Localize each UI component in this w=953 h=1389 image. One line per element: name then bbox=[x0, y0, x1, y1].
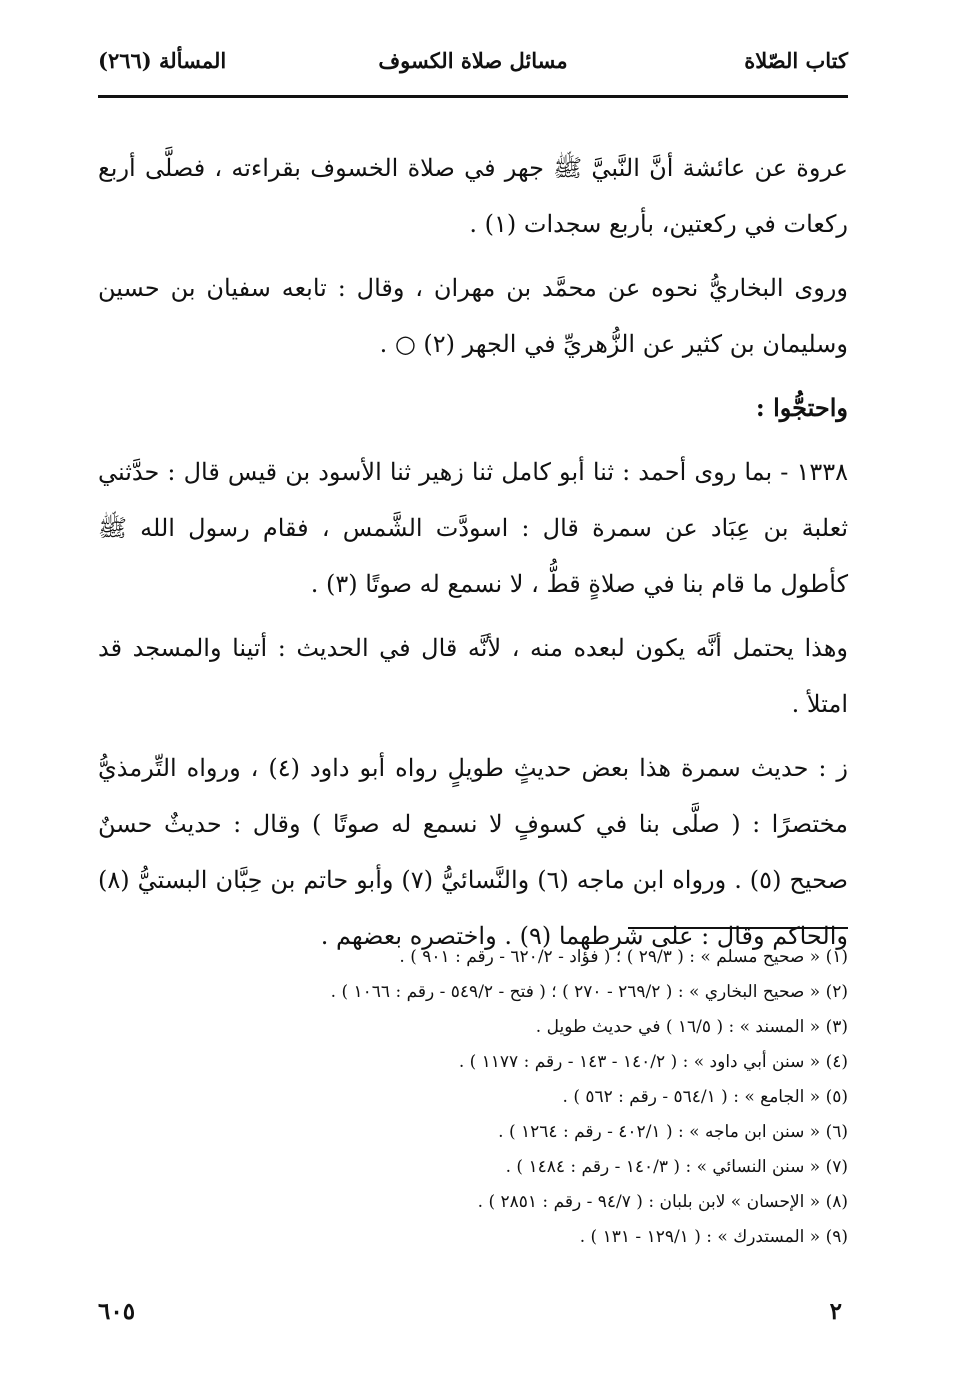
footnote: (٧) « سنن النسائي » : ( ١٤٠/٣ - رقم : ١٤٨٤ ) . bbox=[505, 1157, 848, 1177]
footnote: (٤) « سنن أبي داود » : ( ١٤٠/٢ - ١٤٣ - رقم : ١١٧٧ ) . bbox=[458, 1052, 848, 1072]
header-rule bbox=[98, 95, 848, 98]
paragraph-ihtajju: واحتجُّوا : bbox=[755, 393, 848, 422]
footnote-rule bbox=[628, 927, 848, 929]
paragraph-aisha-narration: عروة عن عائشة أنَّ النَّبيَّ ﷺ جهر في صلاة الخسوف بقراءته ، فصلَّى أربع ركعات في ركعتين، بأربع سجدات (١) . bbox=[98, 154, 848, 238]
footnote: (٥) « الجامع » : ( ٥٦٤/١ - رقم : ٥٦٢ ) . bbox=[562, 1087, 848, 1107]
volume-number: ٢ bbox=[829, 1298, 842, 1325]
footnote: (٦) « سنن ابن ماجه » : ( ٤٠٢/١ - رقم : ١٢٦٤ ) . bbox=[498, 1122, 848, 1142]
footnote: (٩) « المستدرك » : ( ١٢٩/١ - ١٣١ ) . bbox=[579, 1227, 848, 1247]
chapter-title: مسائل صلاة الكسوف bbox=[378, 48, 568, 73]
issue-number: المسألة (٢٦٦) bbox=[98, 48, 227, 73]
page-footer bbox=[98, 1298, 848, 1332]
paragraph-hadith-1338: ١٣٣٨ - بما روى أحمد : ثنا أبو كامل ثنا زهير ثنا الأسود بن قيس قال : حدَّثني ثعلبة بن عِبَاد عن سمرة قال : اسودَّت الشَّمس ، فقام رسول الله ﷺ كأطول ما قام بنا في صلاةٍ قطُّ ، لا نسمع له صوتًا (٣) . bbox=[98, 458, 848, 598]
running-header bbox=[98, 48, 848, 88]
paragraph-zay-note: ز : حديث سمرة هذا بعض حديثٍ طويلٍ رواه أبو داود (٤) ، ورواه التِّرمذيُّ مختصرًا : ( صلَّى بنا في كسوفٍ لا نسمع له صوتًا ) وقال : حديثٌ حسنٌ صحيح (٥) . ورواه ابن ماجه (٦) والنَّسائيُّ (٧) وأبو حاتم بن حِبَّان البستيُّ (٨) والحاكم وقال : على شرطهما (٩) . واختصره بعضهم . bbox=[98, 754, 849, 950]
page-number: ٦٠٥ bbox=[98, 1298, 136, 1325]
paragraph-bukhari: وروى البخاريُّ نحوه عن محمَّد بن مهران ، وقال : تابعه سفيان بن حسين وسليمان بن كثير عن الزُّهريِّ في الجهر (٢) ○ . bbox=[98, 274, 848, 358]
paragraph-commentary: وهذا يحتمل أنَّه يكون لبعده منه ، لأنَّه قال في الحديث : أتينا والمسجد قد امتلأ . bbox=[98, 634, 848, 718]
footnote: (٨) « الإحسان » لابن بلبان : ( ٩٤/٧ - رقم : ٢٨٥١ ) . bbox=[477, 1192, 848, 1212]
main-text bbox=[98, 140, 848, 972]
footnote: (١) « صحيح مسلم » : ( ٢٩/٣ ) ؛ ( فؤاد - ٦٢٠/٢ - رقم : ٩٠١ ) . bbox=[399, 947, 848, 967]
footnotes bbox=[98, 940, 848, 1255]
footnote: (٢) « صحيح البخاري » : ( ٢٦٩/٢ - ٢٧٠ ) ؛ ( فتح - ٥٤٩/٢ - رقم : ١٠٦٦ ) . bbox=[330, 982, 848, 1002]
footnote: (٣) « المسند » : ( ١٦/٥ ) في حديث طويل . bbox=[535, 1017, 848, 1037]
book-title: كتاب الصّلاة bbox=[744, 48, 848, 73]
